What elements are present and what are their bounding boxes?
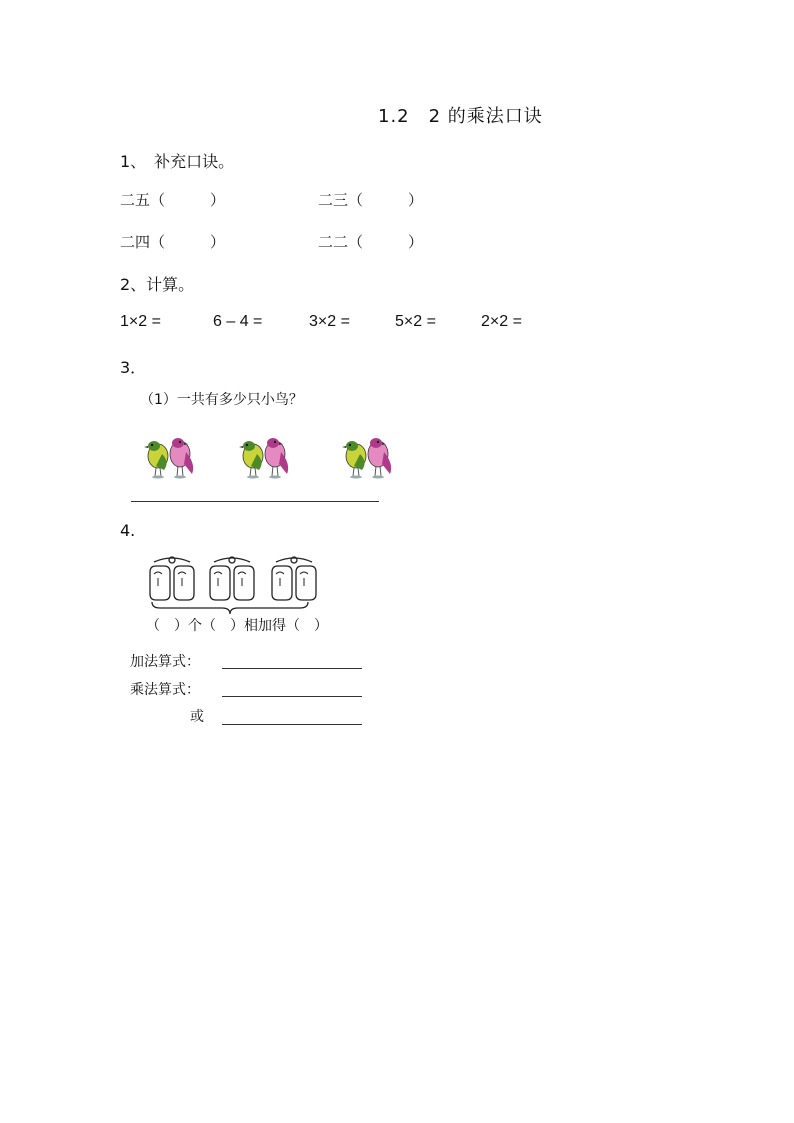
q1-item-4: 二二（ ） bbox=[318, 233, 424, 251]
pink-bird-icon bbox=[368, 438, 391, 479]
q3-label: 3． bbox=[120, 358, 147, 377]
q4-fill-sentence: （ ）个（ ）相加得（ ） bbox=[146, 618, 328, 634]
multiplication-answer-line[interactable] bbox=[222, 696, 362, 697]
yellow-bird-icon bbox=[144, 441, 168, 479]
multiplication-label: 乘法算式： bbox=[130, 682, 200, 698]
q4-label: 4. bbox=[120, 521, 136, 540]
mitten-icon bbox=[296, 566, 316, 600]
calc-item-2: 6 – 4 = bbox=[213, 313, 263, 330]
mitten-icon bbox=[210, 566, 230, 600]
mitten-icon bbox=[174, 566, 194, 600]
q1-item-2: 二三（ ） bbox=[318, 191, 424, 209]
q3-answer-line[interactable] bbox=[131, 501, 379, 502]
q1-item-1: 二五（ ） bbox=[120, 191, 226, 209]
addition-answer-line[interactable] bbox=[222, 668, 362, 669]
bird-pair-3 bbox=[340, 434, 396, 480]
bird-pair-2 bbox=[237, 434, 293, 480]
or-label: 或 bbox=[190, 709, 204, 725]
curly-brace bbox=[150, 600, 310, 616]
calc-item-3: 3×2 = bbox=[309, 313, 350, 330]
mitten-pair-1 bbox=[146, 556, 198, 604]
q1-item-3: 二四（ ） bbox=[120, 233, 226, 251]
bird-pair-1 bbox=[142, 434, 198, 480]
mitten-icon bbox=[272, 566, 292, 600]
yellow-bird-icon bbox=[239, 441, 263, 479]
calc-item-1: 1×2 = bbox=[120, 313, 161, 330]
mitten-pair-2 bbox=[206, 556, 258, 604]
alternate-answer-line[interactable] bbox=[222, 724, 362, 725]
mitten-icon bbox=[150, 566, 170, 600]
calc-item-5: 2×2 = bbox=[481, 313, 522, 330]
q1-label: 1、 补充口诀。 bbox=[120, 152, 235, 171]
pink-bird-icon bbox=[170, 438, 193, 479]
yellow-bird-icon bbox=[342, 441, 366, 479]
page-title: 1.2 2 的乘法口诀 bbox=[378, 106, 543, 127]
mitten-icon bbox=[234, 566, 254, 600]
addition-label: 加法算式： bbox=[130, 654, 200, 670]
q3-sub-question: （1）一共有多少只小鸟？ bbox=[140, 392, 303, 408]
calc-item-4: 5×2 = bbox=[395, 313, 436, 330]
mitten-pair-3 bbox=[268, 556, 320, 604]
pink-bird-icon bbox=[265, 438, 288, 479]
q2-label: 2、计算。 bbox=[120, 275, 195, 294]
